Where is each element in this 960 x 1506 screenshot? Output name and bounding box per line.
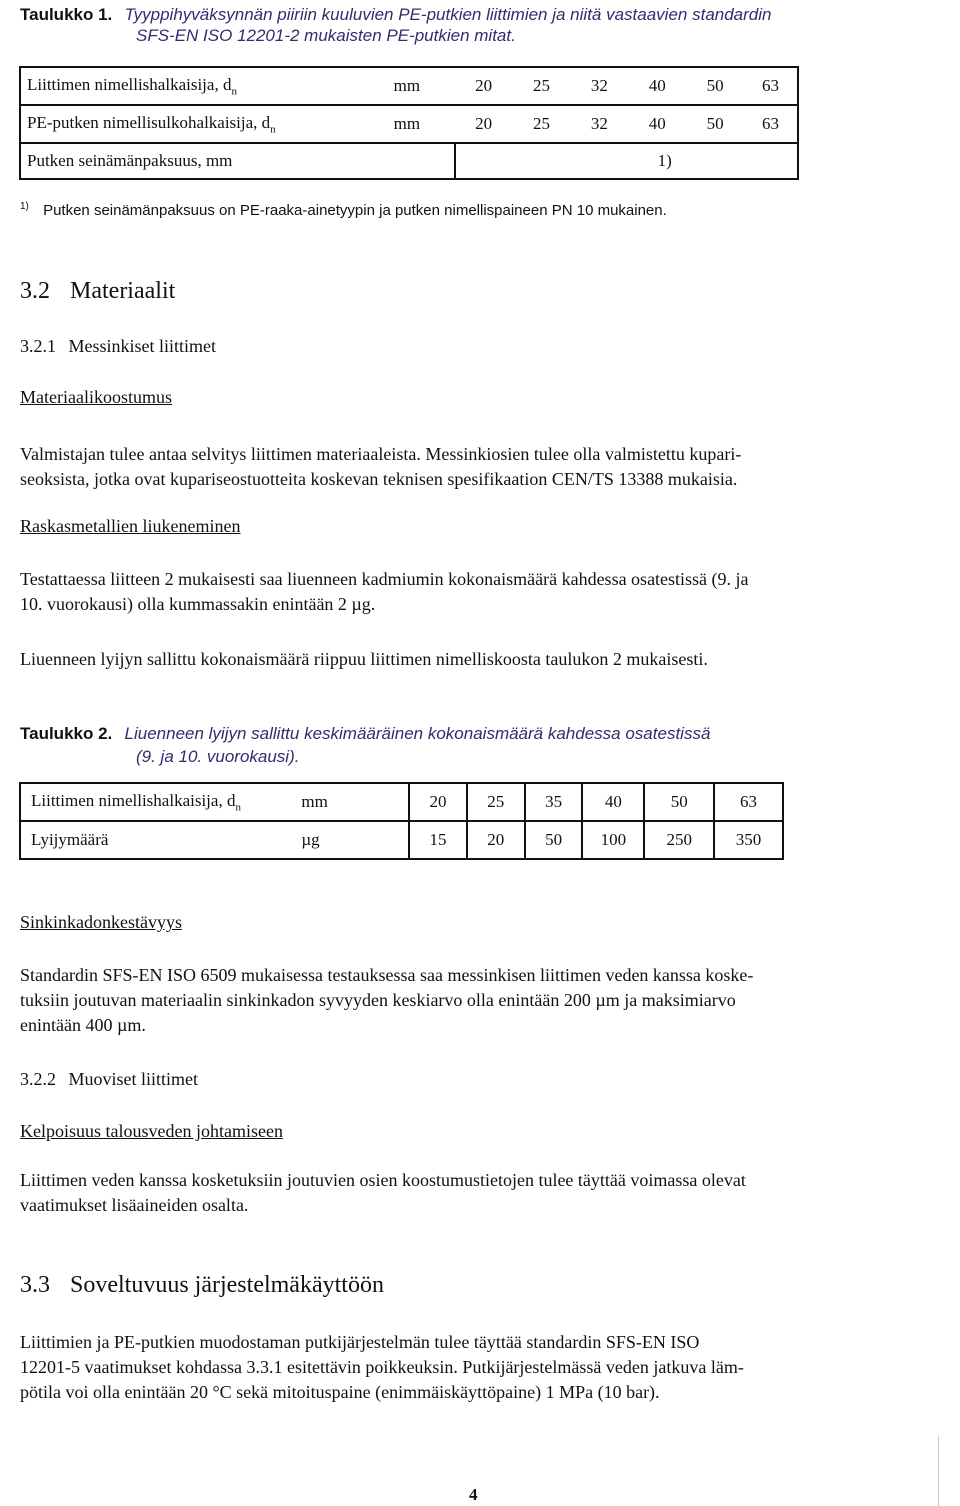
table2-row xyxy=(20,821,783,859)
table2-cell: 20 xyxy=(467,821,525,859)
paragraph-line: enintään 400 µm. xyxy=(20,1015,146,1035)
table1-row-label: Liittimen nimellishalkaisija, $d_n$ xyxy=(20,67,359,105)
materiaalikoostumus-paragraph xyxy=(20,442,940,492)
section-title: Messinkiset liittimet xyxy=(68,336,216,356)
table1-cell: 50 xyxy=(686,67,744,105)
table1 xyxy=(19,66,799,180)
paragraph-line: vaatimukset lisäaineiden osalta. xyxy=(20,1195,249,1215)
section-number: 3.2 xyxy=(20,278,50,304)
section-title: Soveltuvuus järjestelmäkäyttöön xyxy=(70,1272,384,1298)
table2-cell: 15 xyxy=(409,821,467,859)
table1-cell: 50 xyxy=(686,105,744,143)
section-3-2-1-heading xyxy=(20,336,216,357)
table1-row xyxy=(20,105,798,143)
section-number: 3.3 xyxy=(20,1272,50,1298)
table2-cell: 100 xyxy=(582,821,644,859)
table2-caption-line2: (9. ja 10. vuorokausi). xyxy=(136,747,300,766)
table1-row xyxy=(20,143,798,179)
footnote-mark: 1) xyxy=(20,201,29,212)
section-number: 3.2.1 xyxy=(20,336,56,356)
section-number: 3.2.2 xyxy=(20,1069,56,1089)
page-number: 4 xyxy=(469,1485,478,1504)
paragraph-line: Testattaessa liitteen 2 mukaisesti saa liuenneen kadmiumin kokonaismäärä kahdessa osatestissä (9. ja xyxy=(20,569,749,589)
table1-cell: 32 xyxy=(570,105,628,143)
table1-row-label: Putken seinämänpaksuus, mm xyxy=(20,143,455,179)
table1-caption xyxy=(20,4,771,26)
raskasmetallien-heading: Raskasmetallien liukeneminen xyxy=(20,516,241,536)
table1-caption-line2: SFS-EN ISO 12201-2 mukaisten PE-putkien mitat. xyxy=(136,26,516,45)
table1-cell: 40 xyxy=(628,67,686,105)
table1-caption-line1: Tyyppihyväksynnän piiriin kuuluvien PE-putkien liittimien ja niitä vastaavien standardin xyxy=(124,5,772,24)
table1-cell: 32 xyxy=(570,67,628,105)
kelpoisuus-heading: Kelpoisuus talousveden johtamiseen xyxy=(20,1121,283,1141)
paragraph-line: Standardin SFS-EN ISO 6509 mukaisessa testauksessa saa messinkisen liittimen veden kanssa koske- xyxy=(20,965,754,985)
raskasmetallien-paragraph xyxy=(20,567,940,617)
table2-cell: 350 xyxy=(714,821,783,859)
table2-caption-line1: Liuenneen lyijyn sallittu keskimääräinen kokonaismäärä kahdessa osatestissä xyxy=(124,724,711,743)
margin-rule xyxy=(938,1436,939,1506)
section-3-3-heading xyxy=(20,1272,384,1299)
table2-caption-label: Taulukko 2. xyxy=(20,724,113,743)
table1-unit: mm xyxy=(359,105,455,143)
section-3-3-paragraph xyxy=(20,1330,940,1405)
section-3-2-2-heading xyxy=(20,1069,198,1090)
table1-cell: 25 xyxy=(513,105,571,143)
table1-merged-cell: 1) xyxy=(455,143,798,179)
table2 xyxy=(19,782,784,860)
table2-cell: 63 xyxy=(714,783,783,821)
table2-cell: 50 xyxy=(525,821,583,859)
section-title: Muoviset liittimet xyxy=(68,1069,198,1089)
paragraph-line: pötila voi olla enintään 20 °C sekä mitoituspaine (enimmäiskäyttöpaine) 1 MPa (10 bar). xyxy=(20,1382,660,1402)
table1-unit: mm xyxy=(359,67,455,105)
table1-caption-label: Taulukko 1. xyxy=(20,5,113,24)
table2-unit: µg xyxy=(291,821,409,859)
paragraph-line: Liittimien ja PE-putkien muodostaman putkijärjestelmän tulee täyttää standardin SFS-EN ISO xyxy=(20,1332,700,1352)
table1-cell: 63 xyxy=(744,67,798,105)
table2-cell: 20 xyxy=(409,783,467,821)
table2-cell: 25 xyxy=(467,783,525,821)
paragraph-line: Liittimen veden kanssa kosketuksiin joutuvien osien koostumustietojen tulee täyttää voimassa olevat xyxy=(20,1170,746,1190)
table2-caption xyxy=(20,723,710,745)
raskasmetallien-paragraph-2: Liuenneen lyijyn sallittu kokonaismäärä riippuu liittimen nimelliskoosta taulukon 2 mukaisesti. xyxy=(20,649,708,669)
table2-cell: 35 xyxy=(525,783,583,821)
section-3-2-heading xyxy=(20,278,175,305)
footnote-text: Putken seinämänpaksuus on PE-raaka-ainetyypin ja putken nimellispaineen PN 10 mukainen. xyxy=(43,202,667,219)
section-title: Materiaalit xyxy=(70,278,176,304)
table2-row xyxy=(20,783,783,821)
paragraph-line: tuksiin joutuvan materiaalin sinkinkadon syvyyden keskiarvo olla enintään 200 µm ja maksimiarvo xyxy=(20,990,736,1010)
table1-cell: 40 xyxy=(628,105,686,143)
table1-footnote xyxy=(20,201,667,219)
table2-cell: 50 xyxy=(644,783,714,821)
table1-cell: 25 xyxy=(513,67,571,105)
paragraph-line: 10. vuorokausi) olla kummassakin enintään 2 µg. xyxy=(20,594,376,614)
table1-cell: 20 xyxy=(455,105,513,143)
table1-row xyxy=(20,67,798,105)
sinkinkadon-paragraph xyxy=(20,963,940,1038)
table2-cell: 40 xyxy=(582,783,644,821)
table1-row-label: PE-putken nimellisulkohalkaisija, $d_n$ xyxy=(20,105,359,143)
table2-row-label: Liittimen nimellishalkaisija, $d_n$ xyxy=(20,783,291,821)
table1-cell: 20 xyxy=(455,67,513,105)
paragraph-line: Valmistajan tulee antaa selvitys liittimen materiaaleista. Messinkiosien tulee olla valmistettu kupari- xyxy=(20,444,742,464)
table2-cell: 250 xyxy=(644,821,714,859)
table1-cell: 63 xyxy=(744,105,798,143)
paragraph-line: seoksista, jotka ovat kupariseostuotteita koskevan teknisen spesifikaation CEN/TS 13388 mukaisia. xyxy=(20,469,738,489)
materiaalikoostumus-heading: Materiaalikoostumus xyxy=(20,387,172,407)
kelpoisuus-paragraph xyxy=(20,1168,940,1218)
sinkinkadon-heading: Sinkinkadonkestävyys xyxy=(20,912,182,932)
table2-row-label: Lyijymäärä xyxy=(20,821,291,859)
paragraph-line: 12201-5 vaatimukset kohdassa 3.3.1 esitettävin poikkeuksin. Putkijärjestelmässä veden jatkuva läm- xyxy=(20,1357,744,1377)
table2-unit: mm xyxy=(291,783,409,821)
